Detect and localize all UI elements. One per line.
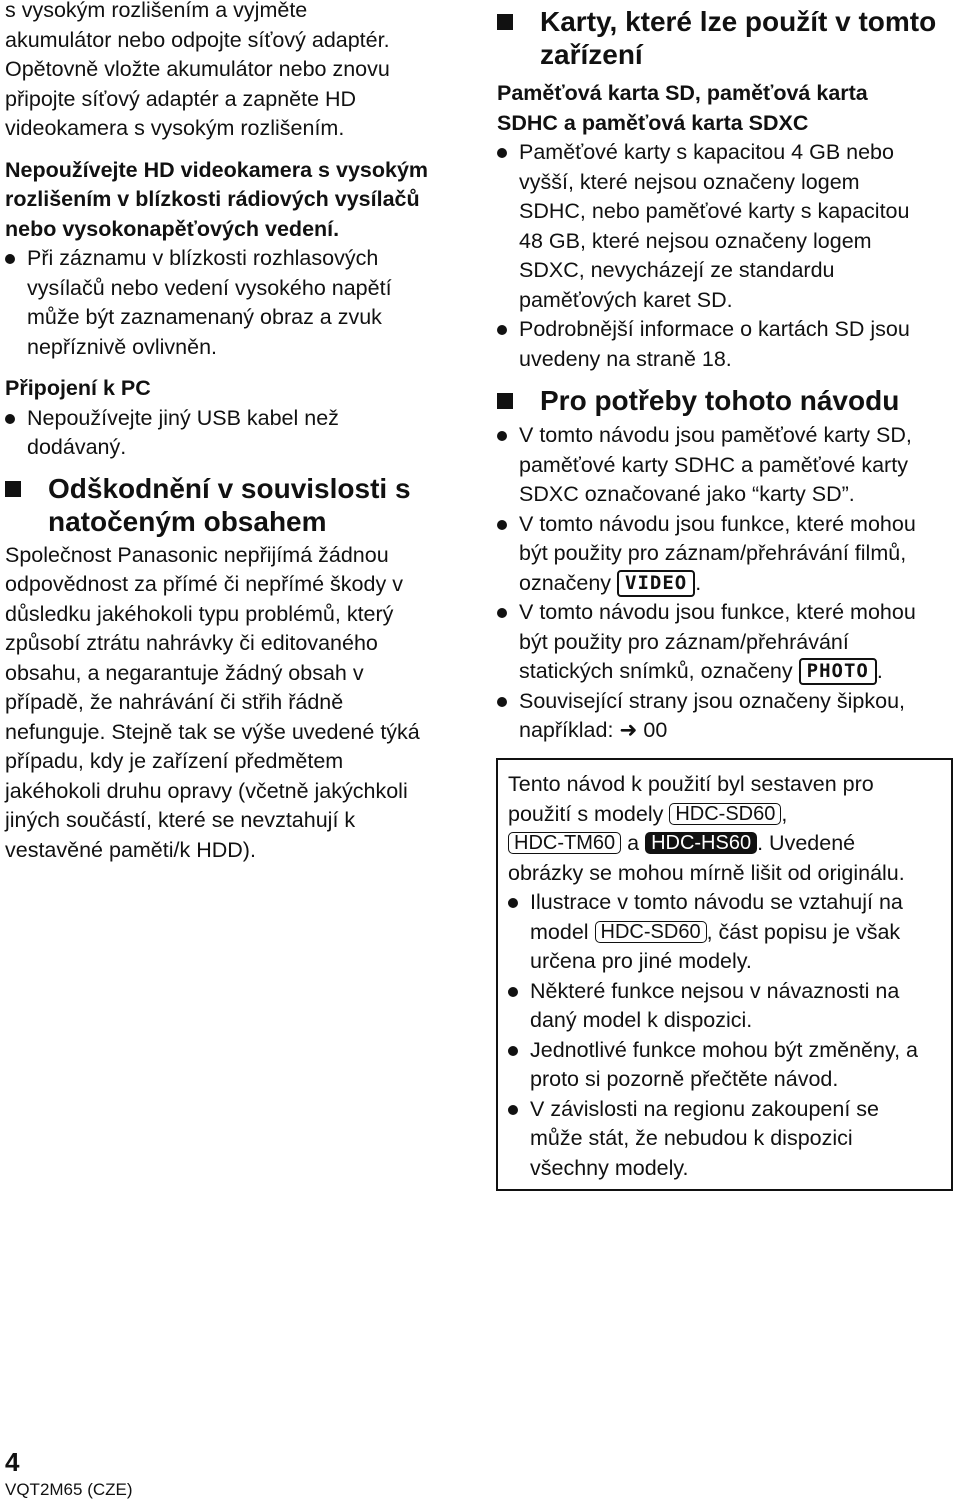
model-tag-hs60: HDC-HS60 bbox=[645, 832, 757, 854]
bullet-dot-icon bbox=[497, 697, 507, 707]
note-bullet bbox=[508, 888, 943, 977]
pc-bullet-line: Nepoužívejte jiný USB kabel než bbox=[27, 405, 339, 430]
cards-bullet-line: 48 GB, které nejsou označeny logem bbox=[519, 228, 872, 253]
warning-bullet-line: Při záznamu v blízkosti rozhlasových bbox=[27, 246, 379, 270]
bullet-dot-icon bbox=[5, 254, 15, 264]
manual-bullet-text: označeny bbox=[519, 570, 612, 595]
note-bullet-line: Některé funkce nejsou v návaznosti na bbox=[530, 978, 900, 1003]
indemnity-line: obsahu, a negarantuje žádný obsah v bbox=[5, 660, 364, 685]
intro-line: připojte síťový adaptér a zapněte HD bbox=[5, 86, 357, 111]
cards-bullet-line: Podrobnější informace o kartách SD jsou bbox=[519, 317, 910, 341]
left-column bbox=[5, 0, 463, 865]
manual-bullet-line: být použity pro záznam/přehrávání filmů, bbox=[519, 541, 907, 565]
note-bullet-line: určena pro jiné modely. bbox=[530, 949, 752, 973]
bullet-dot-icon bbox=[497, 431, 507, 441]
indemnity-line: případu, kdy je zařízení předmětem bbox=[5, 749, 344, 773]
square-bullet-icon bbox=[497, 393, 513, 409]
note-bullet-line bbox=[530, 918, 943, 948]
intro-line: s vysokým rozlišením a vyjměte bbox=[5, 0, 308, 22]
cards-subheading bbox=[497, 79, 955, 138]
note-bullet-line: Ilustrace v tomto návodu se vztahují na bbox=[530, 890, 903, 914]
note-line: Tento návod k použití byl sestaven pro bbox=[508, 772, 874, 796]
manual-bullet-text: statických snímků, označeny bbox=[519, 659, 793, 683]
note-bullet-line: V závislosti na regionu zakoupení se bbox=[530, 1096, 879, 1121]
warning-heading-line: rozlišením v blízkosti rádiových vysílačů bbox=[5, 187, 420, 211]
photo-mode-icon: PHOTO bbox=[799, 658, 877, 685]
bullet-dot-icon bbox=[5, 414, 15, 424]
manual-bullet-line bbox=[519, 716, 955, 746]
note-bullet-line: může stát, že nebudou k dispozici bbox=[530, 1126, 853, 1150]
cards-subheading-line: SDHC a paměťová karta SDXC bbox=[497, 110, 809, 135]
intro-line: akumulátor nebo odpojte síťový adaptér. bbox=[5, 27, 390, 52]
bullet-dot-icon bbox=[497, 520, 507, 530]
note-bullet-line: daný model k dispozici. bbox=[530, 1008, 753, 1032]
pc-bullet bbox=[5, 404, 463, 463]
indemnity-line: odpovědnost za přímé či nepřímé škody v bbox=[5, 572, 403, 596]
note-text: , část popisu je však bbox=[706, 919, 901, 944]
bullet-dot-icon bbox=[497, 608, 507, 618]
right-column bbox=[497, 0, 955, 746]
note-bullet bbox=[508, 1095, 943, 1184]
note-line bbox=[508, 829, 943, 859]
note-bullet-line: Jednotlivé funkce mohou být změněny, a bbox=[530, 1037, 919, 1062]
cards-bullet-line: vyšší, které nejsou označeny logem bbox=[519, 169, 860, 194]
model-tag-sd60: HDC-SD60 bbox=[595, 921, 707, 943]
intro-paragraph bbox=[5, 0, 463, 144]
manual-bullet-line: V tomto návodu jsou paměťové karty SD, bbox=[519, 423, 912, 447]
manual-bullet-line: označeny VIDEO . bbox=[519, 570, 702, 595]
cards-bullet-line: uvedeny na straně 18. bbox=[519, 346, 732, 371]
indemnity-paragraph bbox=[5, 541, 463, 866]
model-tag-sd60: HDC-SD60 bbox=[669, 803, 781, 825]
bullet-dot-icon bbox=[508, 1105, 518, 1115]
indemnity-line: důsledku jakéhokoli typu problémů, který bbox=[5, 601, 394, 626]
model-tag-tm60: HDC-TM60 bbox=[508, 832, 621, 854]
cards-bullet-line: paměťových karet SD. bbox=[519, 287, 733, 312]
note-text: model bbox=[530, 919, 589, 944]
manual-bullet bbox=[497, 421, 955, 510]
note-bullet-line: všechny modely. bbox=[530, 1155, 689, 1180]
manual-bullet-line: paměťové karty SDHC a paměťové karty bbox=[519, 452, 908, 477]
indemnity-line: jakéhokoli druhu opravy (včetně jakýchkoli bbox=[5, 778, 408, 803]
note-text: použití s modely bbox=[508, 801, 664, 826]
page-reference: 00 bbox=[643, 718, 668, 742]
indemnity-line: jiných součástí, které se nevztahují k bbox=[5, 808, 356, 832]
pc-heading: Připojení k PC bbox=[5, 376, 151, 400]
warning-bullet-line: může být zaznamenaný obraz a zvuk bbox=[27, 305, 382, 329]
warning-heading-line: nebo vysokonapěťových vedení. bbox=[5, 216, 340, 241]
manual-bullet-text: například: bbox=[519, 718, 614, 742]
note-text: . Uvedené bbox=[757, 831, 856, 855]
cards-heading-line: Karty, které lze použít v tomto bbox=[540, 6, 937, 37]
indemnity-heading-line: natočeným obsahem bbox=[48, 505, 327, 537]
video-mode-icon: VIDEO bbox=[617, 570, 695, 597]
manual-bullet bbox=[497, 687, 955, 746]
cards-bullet bbox=[497, 315, 955, 374]
cards-heading bbox=[497, 5, 955, 71]
note-bullet bbox=[508, 1036, 943, 1095]
intro-line: Opětovně vložte akumulátor nebo znovu bbox=[5, 57, 390, 81]
page-number: 4 bbox=[5, 1447, 20, 1477]
note-line: použití s modely HDC-SD60 , bbox=[508, 801, 788, 826]
note-text: a bbox=[627, 831, 640, 855]
indemnity-section bbox=[5, 472, 463, 866]
warning-section bbox=[5, 156, 463, 363]
arrow-right-icon: ➜ bbox=[619, 718, 638, 742]
warning-bullet-line: vysílačů nebo vedení vysokého napětí bbox=[27, 275, 392, 300]
document-code: VQT2M65 (CZE) bbox=[5, 1480, 133, 1499]
model-note-box bbox=[496, 758, 953, 1191]
warning-bullet-line: nepříznivě ovlivněn. bbox=[27, 334, 218, 359]
bullet-dot-icon bbox=[497, 325, 507, 335]
indemnity-line: Společnost Panasonic nepřijímá žádnou bbox=[5, 542, 389, 567]
pc-bullet-line: dodávaný. bbox=[27, 435, 127, 459]
indemnity-heading bbox=[5, 472, 463, 538]
note-line: obrázky se mohou mírně lišit od originálu. bbox=[508, 860, 905, 885]
intro-line: videokamera s vysokým rozlišením. bbox=[5, 116, 345, 140]
warning-heading-line: Nepoužívejte HD videokamera s vysokým bbox=[5, 157, 429, 182]
manual-bullet-line: V tomto návodu jsou funkce, které mohou bbox=[519, 511, 916, 536]
manual-bullet-line: SDXC označované jako “karty SD”. bbox=[519, 482, 855, 506]
manual-bullet-line: být použity pro záznam/přehrávání bbox=[519, 629, 849, 654]
indemnity-heading-line: Odškodnění v souvislosti s bbox=[48, 472, 411, 504]
bullet-dot-icon bbox=[508, 1046, 518, 1056]
bullet-dot-icon bbox=[497, 148, 507, 158]
cards-heading-line: zařízení bbox=[540, 39, 643, 70]
cards-bullet bbox=[497, 138, 955, 315]
indemnity-line: nefunguje. Stejně tak se výše uvedené týká bbox=[5, 719, 420, 744]
square-bullet-icon bbox=[5, 481, 21, 497]
manual-heading bbox=[497, 384, 955, 417]
indemnity-line: způsobí ztrátu nahrávky či editovaného bbox=[5, 631, 378, 655]
cards-subheading-line: Paměťová karta SD, paměťová karta bbox=[497, 81, 868, 105]
cards-bullet-line: SDHC, nebo paměťové karty s kapacitou bbox=[519, 199, 910, 223]
manual-bullet-line: V tomto návodu jsou funkce, které mohou bbox=[519, 600, 916, 624]
manual-heading-text: Pro potřeby tohoto návodu bbox=[540, 385, 900, 416]
warning-bullet bbox=[5, 244, 463, 362]
manual-bullet-line: Související strany jsou označeny šipkou, bbox=[519, 688, 906, 713]
page-footer bbox=[5, 1445, 133, 1501]
manual-bullet-line: statických snímků, označeny PHOTO . bbox=[519, 659, 883, 683]
indemnity-line: vestavěné paměti/k HDD). bbox=[5, 837, 256, 862]
note-bullet bbox=[508, 977, 943, 1036]
note-bullet-line: proto si pozorně přečtěte návod. bbox=[530, 1067, 839, 1091]
pc-section bbox=[5, 374, 463, 463]
bullet-dot-icon bbox=[508, 987, 518, 997]
manual-bullet bbox=[497, 510, 955, 599]
manual-bullet bbox=[497, 598, 955, 687]
cards-bullet-line: SDXC, nevycházejí ze standardu bbox=[519, 258, 835, 282]
bullet-dot-icon bbox=[508, 898, 518, 908]
square-bullet-icon bbox=[497, 14, 513, 30]
indemnity-line: případě, že nahrávání či střih řádně bbox=[5, 690, 344, 714]
cards-bullet-line: Paměťové karty s kapacitou 4 GB nebo bbox=[519, 140, 894, 164]
